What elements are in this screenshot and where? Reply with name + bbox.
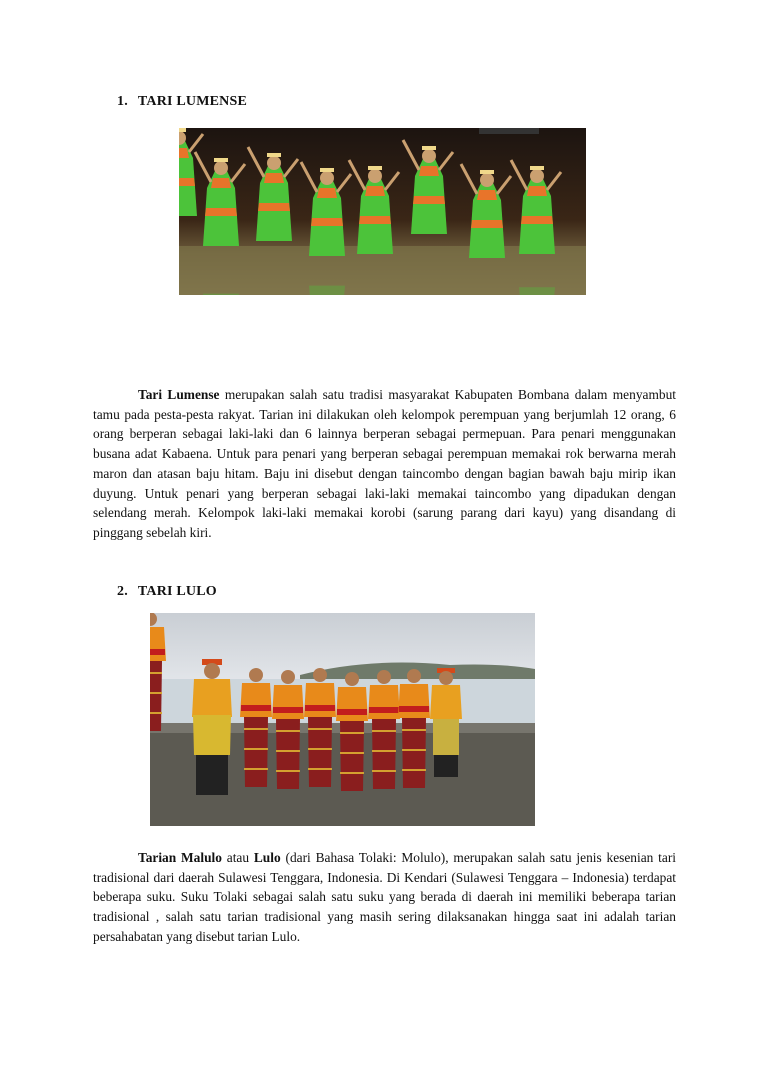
section-2-number: 2. <box>117 584 128 599</box>
tari-lulo-text-2: (dari Bahasa Tolaki: Molulo), merupakan salah satu jenis kesenian tari tradisional dari daerah Sulawesi Tenggara, Indonesia. Di Kendari (Sulawesi Tenggara – Indonesia) terdapat beberapa suku. Suku Tolaki sebagai salah satu suku yang berada di daerah ini memiliki beberapa tarian tradisional , salah satu tarian tradisional yang masih sering dilaksanakan hingga saat ini adalah tarian persahabatan yang disebut tarian Lulo. <box>93 850 677 944</box>
tari-lulo-photo <box>150 613 535 826</box>
section-1-title: TARI LUMENSE <box>137 94 248 109</box>
tari-lumense-bold-lead: Tari Lumense <box>138 387 220 402</box>
tari-lumense-text: merupakan salah satu tradisi masyarakat Kabupaten Bombana dalam menyambut tamu pada pesta-pesta rakyat. Tarian ini dilakukan oleh kelompok perempuan yang berjumlah 12 orang, 6 orang berperan sebagai laki-laki dan 6 lainnya berperan sebagai permepuan. Para penari menggunakan busana adat Kabaena. Untuk para penari yang berperan sebagai perempuan memakai rok berwarna merah maron dan atasan baju hitam. Baju ini disebut dengan taincombo dengan bagian bawah baju mirip ikan duyung. Untuk penari yang berperan sebagai laki-laki memakai taincombo yang dipadukan dengan selendang merah. Kelompok laki-laki memakai korobi (sarung parang dari kayu) yang disandang di pinggang sebelah kiri. <box>93 387 676 540</box>
tari-lumense-photo <box>179 128 586 295</box>
section-2-heading <box>117 584 217 600</box>
tari-lulo-bold-2: Lulo <box>253 850 281 865</box>
section-1-number: 1. <box>117 94 128 109</box>
tari-lulo-bold-lead: Tarian Malulo <box>138 850 222 865</box>
tari-lulo-text-1: atau <box>221 850 254 865</box>
section-1-heading <box>117 94 247 110</box>
tari-lulo-illustration <box>150 613 535 826</box>
tari-lumense-illustration <box>179 128 586 295</box>
tari-lumense-paragraph <box>93 385 676 543</box>
tari-lulo-paragraph <box>93 848 676 947</box>
section-2-title: TARI LULO <box>137 584 217 599</box>
